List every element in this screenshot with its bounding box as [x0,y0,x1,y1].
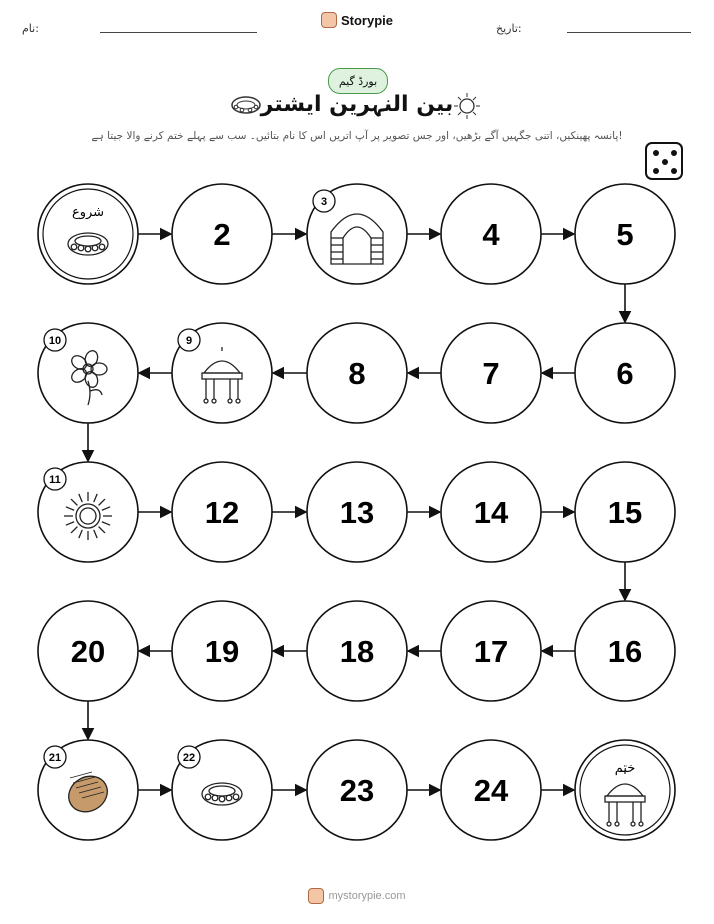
cell-number: 9 [185,335,193,347]
cell-number: 23 [339,773,375,808]
name-label: نام: [22,22,39,35]
board-cell-20 [38,601,138,701]
board-cell-13 [307,462,407,562]
board-cell-5 [575,184,675,284]
board-cell-17 [441,601,541,701]
cell-number: 5 [616,217,634,252]
cell-number: 4 [482,217,500,252]
board-cell-21 [38,740,138,840]
cell-number: 17 [473,634,509,669]
page-title: بین النہرین ایشتر [260,92,454,117]
board-cell-22 [172,740,272,840]
board-cell-10 [38,323,138,423]
cell-number: 22 [182,752,196,764]
cell-number: 7 [482,356,500,391]
board-cell-12 [172,462,272,562]
board-cell-6 [575,323,675,423]
board-cell-24 [441,740,541,840]
board-cell-25 [575,740,675,840]
cell-number: 3 [320,196,328,208]
cell-number: 20 [70,634,106,669]
board-cell-15 [575,462,675,562]
cell-number: 14 [473,495,509,530]
board-cell-2 [172,184,272,284]
cell-number: 21 [48,752,62,764]
cell-number: 13 [339,495,375,530]
board-cell-18 [307,601,407,701]
board-game-badge: بورڈ گیم [328,68,388,94]
cell-number: 19 [204,634,240,669]
date-label: تاریخ: [496,22,522,35]
board-cell-8 [307,323,407,423]
end-label: ختم [614,761,636,776]
brand-name: Storypie [340,12,393,28]
cell-number: 10 [48,335,62,347]
board-cell-4 [441,184,541,284]
footer-url[interactable]: mystorypie.com [328,890,406,902]
cell-number: 12 [204,495,240,530]
board-cell-19 [172,601,272,701]
board-cell-3 [307,184,407,284]
board-cell-7 [441,323,541,423]
cell-number: 15 [607,495,643,530]
board-cell-9 [172,323,272,423]
storypie-logo-icon [308,888,324,904]
board-cell-11 [38,462,138,562]
cell-number: 11 [49,474,61,486]
cell-number: 2 [213,217,231,252]
cell-number: 24 [473,773,509,808]
cell-number: 6 [616,356,634,391]
cell-circle [575,740,675,840]
cell-number: 18 [339,634,375,669]
board-cell-14 [441,462,541,562]
cell-circle [38,184,138,284]
board-cell-16 [575,601,675,701]
cell-number: 8 [348,356,366,391]
start-label: شروع [71,205,105,220]
board-cell-23 [307,740,407,840]
instructions: پانسہ پھینکیں، اتنی جگہیں آگے بڑھیں، اور جس تصویر پر آپ اتریں اس کا نام بتائیں۔ سب سے پہلے ختم کرنے والا جیتا ہے! [91,130,623,142]
board-cell-1 [38,184,138,284]
cell-number: 16 [607,634,643,669]
footer [0,888,714,904]
